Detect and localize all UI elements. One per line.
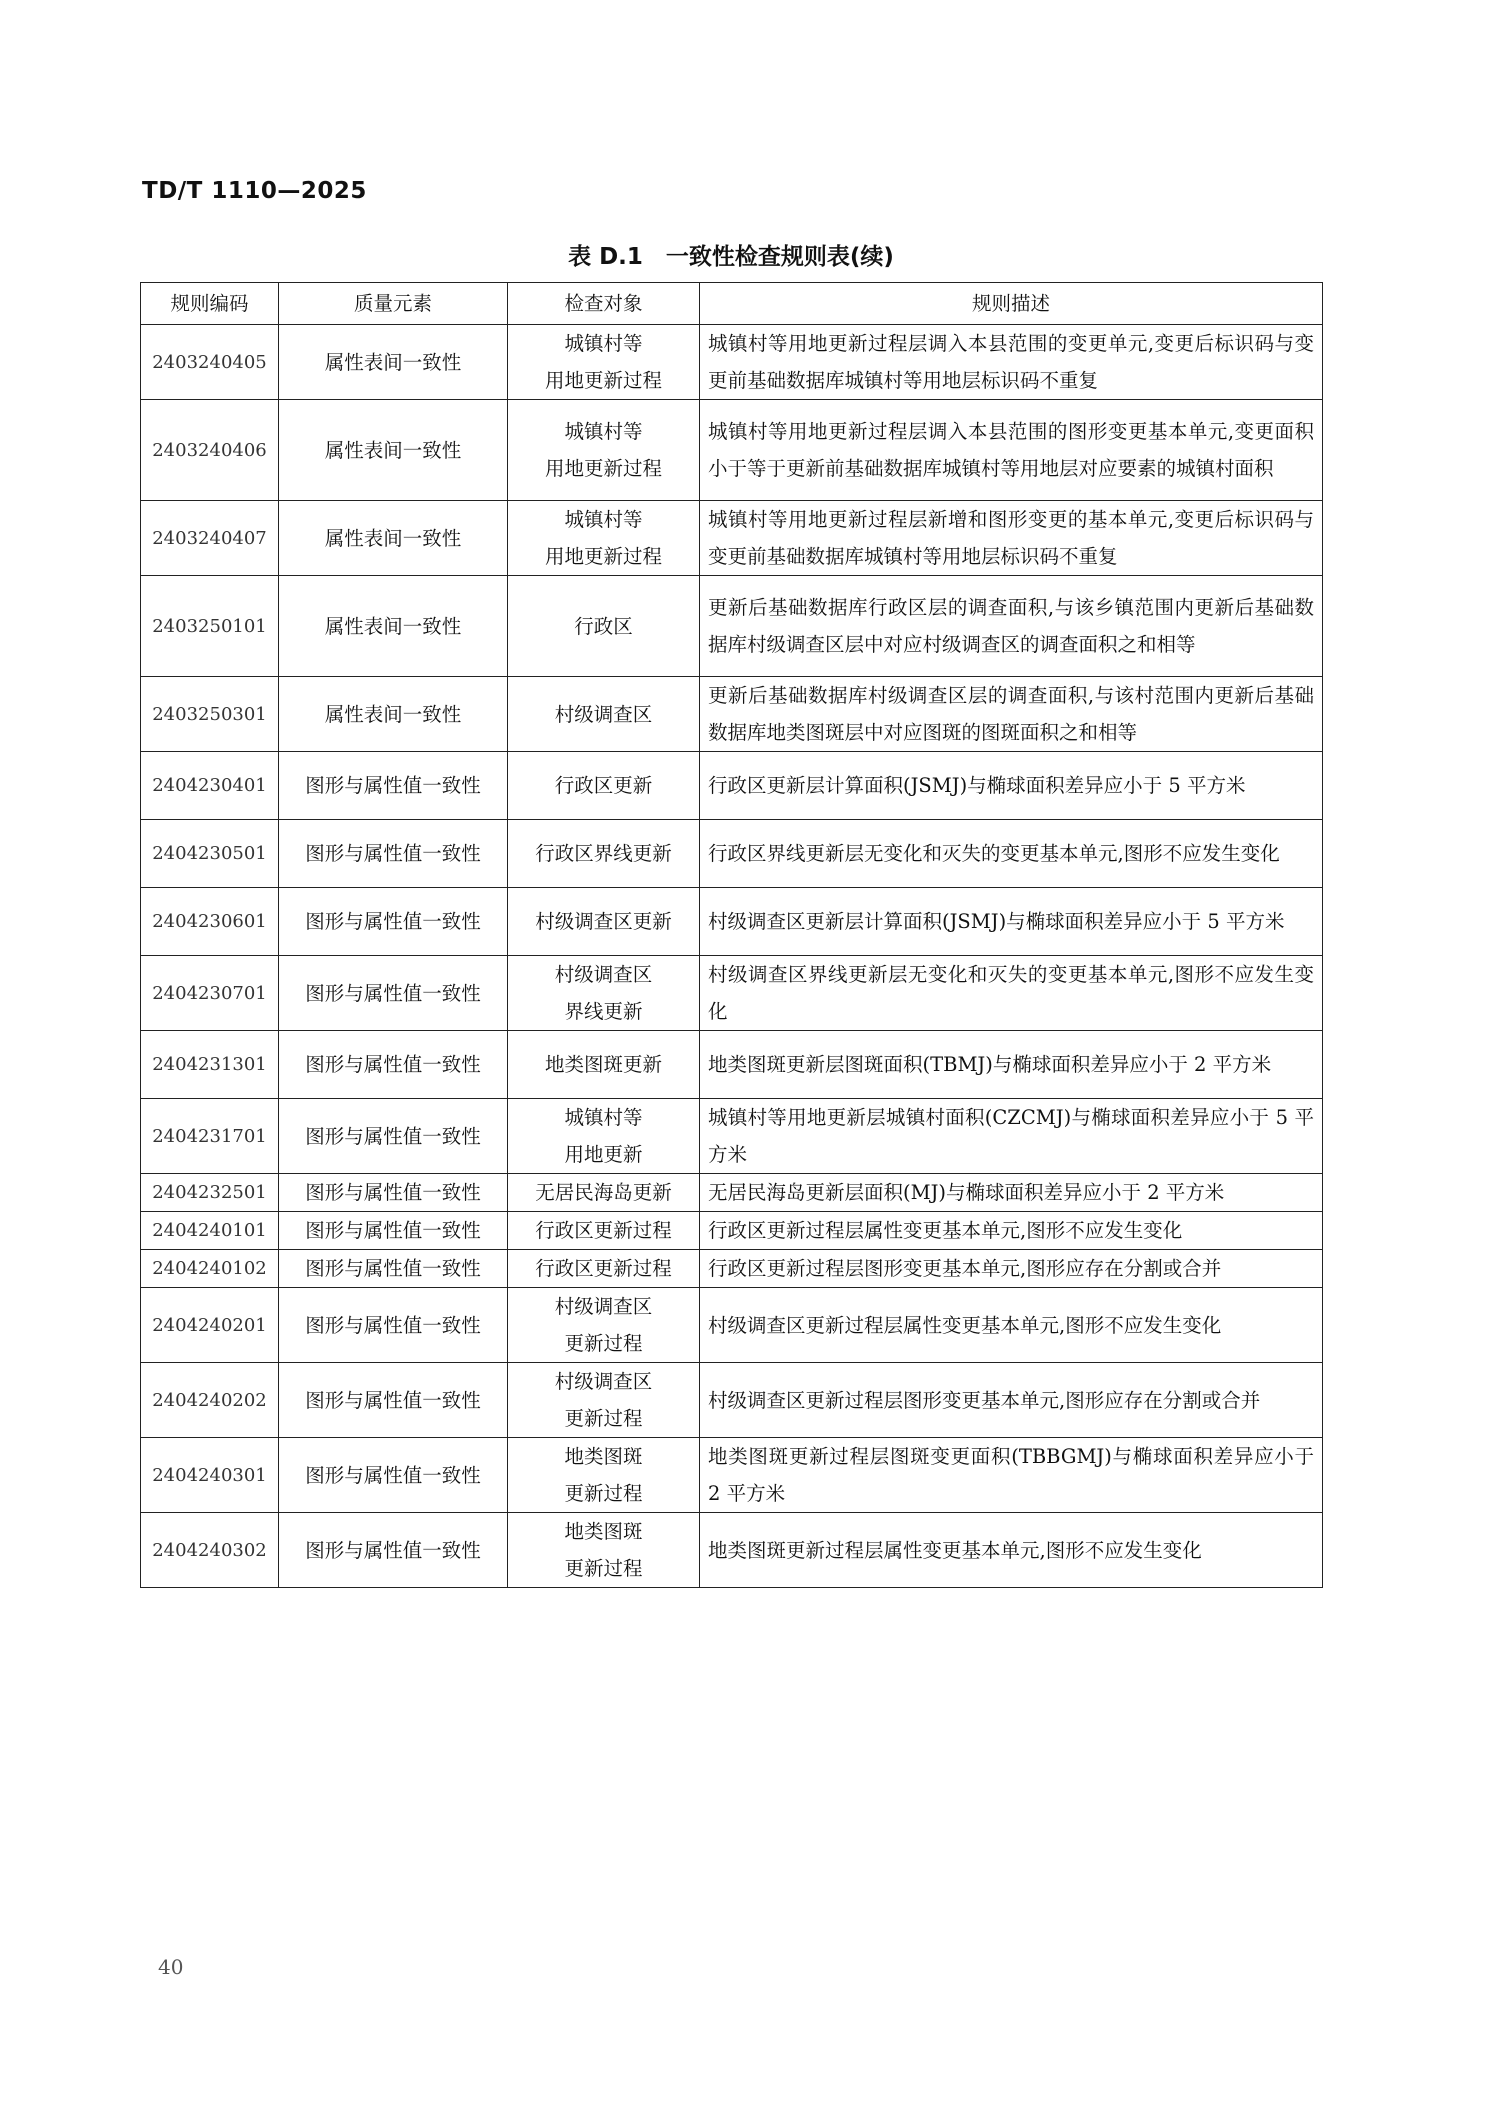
rule-description-cell: 地类图斑更新层图斑面积(TBMJ)与椭球面积差异应小于 2 平方米 — [700, 1031, 1323, 1099]
rule-code-cell: 2404240201 — [141, 1288, 279, 1363]
check-object-cell: 行政区更新过程 — [508, 1250, 700, 1288]
check-object-cell: 地类图斑 更新过程 — [508, 1438, 700, 1513]
check-object-cell: 村级调查区 — [508, 677, 700, 752]
check-object-cell: 地类图斑更新 — [508, 1031, 700, 1099]
rule-description-cell: 更新后基础数据库村级调查区层的调查面积,与该村范围内更新后基础数据库地类图斑层中对应图斑的图斑面积之和相等 — [700, 677, 1323, 752]
check-object-cell: 地类图斑 更新过程 — [508, 1513, 700, 1588]
table-row — [141, 501, 1323, 576]
rule-code-cell: 2404240101 — [141, 1212, 279, 1250]
rule-code-cell: 2404232501 — [141, 1174, 279, 1212]
table-row — [141, 1363, 1323, 1438]
quality-element-cell: 图形与属性值一致性 — [279, 956, 508, 1031]
table-row — [141, 1212, 1323, 1250]
rule-description-cell: 城镇村等用地更新层城镇村面积(CZCMJ)与椭球面积差异应小于 5 平方米 — [700, 1099, 1323, 1174]
table-row — [141, 1438, 1323, 1513]
table-row — [141, 677, 1323, 752]
rule-code-cell: 2404230501 — [141, 820, 279, 888]
table-row — [141, 752, 1323, 820]
rule-code-cell: 2404240202 — [141, 1363, 279, 1438]
table-row — [141, 1288, 1323, 1363]
quality-element-cell: 图形与属性值一致性 — [279, 1250, 508, 1288]
rule-description-cell: 行政区界线更新层无变化和灭失的变更基本单元,图形不应发生变化 — [700, 820, 1323, 888]
check-object-cell: 城镇村等 用地更新过程 — [508, 400, 700, 501]
table-row — [141, 1174, 1323, 1212]
quality-element-cell: 图形与属性值一致性 — [279, 1099, 508, 1174]
rule-description-cell: 地类图斑更新过程层属性变更基本单元,图形不应发生变化 — [700, 1513, 1323, 1588]
rule-description-cell: 地类图斑更新过程层图斑变更面积(TBBGMJ)与椭球面积差异应小于 2 平方米 — [700, 1438, 1323, 1513]
rule-code-cell: 2403240406 — [141, 400, 279, 501]
rule-code-cell: 2404230701 — [141, 956, 279, 1031]
consistency-rules-table — [140, 282, 1323, 1588]
check-object-cell: 城镇村等 用地更新 — [508, 1099, 700, 1174]
quality-element-cell: 图形与属性值一致性 — [279, 1212, 508, 1250]
table-row — [141, 820, 1323, 888]
check-object-cell: 村级调查区 更新过程 — [508, 1288, 700, 1363]
table-row — [141, 1513, 1323, 1588]
check-object-cell: 城镇村等 用地更新过程 — [508, 501, 700, 576]
rule-description-cell: 行政区更新过程层图形变更基本单元,图形应存在分割或合并 — [700, 1250, 1323, 1288]
rule-code-cell: 2404231301 — [141, 1031, 279, 1099]
quality-element-cell: 图形与属性值一致性 — [279, 1513, 508, 1588]
check-object-cell: 行政区更新 — [508, 752, 700, 820]
rule-description-cell: 村级调查区更新过程层属性变更基本单元,图形不应发生变化 — [700, 1288, 1323, 1363]
column-header-code: 规则编码 — [141, 283, 279, 325]
rule-code-cell: 2404240302 — [141, 1513, 279, 1588]
rule-description-cell: 村级调查区界线更新层无变化和灭失的变更基本单元,图形不应发生变化 — [700, 956, 1323, 1031]
column-header-object: 检查对象 — [508, 283, 700, 325]
table-row — [141, 576, 1323, 677]
table-row — [141, 956, 1323, 1031]
column-header-description: 规则描述 — [700, 283, 1323, 325]
check-object-cell: 无居民海岛更新 — [508, 1174, 700, 1212]
rule-code-cell: 2404240301 — [141, 1438, 279, 1513]
quality-element-cell: 属性表间一致性 — [279, 325, 508, 400]
check-object-cell: 村级调查区 更新过程 — [508, 1363, 700, 1438]
quality-element-cell: 图形与属性值一致性 — [279, 752, 508, 820]
table-row — [141, 888, 1323, 956]
check-object-cell: 城镇村等 用地更新过程 — [508, 325, 700, 400]
table-title: 表 D.1 一致性检查规则表(续) — [568, 244, 894, 270]
check-object-cell: 村级调查区更新 — [508, 888, 700, 956]
rule-description-cell: 村级调查区更新过程层图形变更基本单元,图形应存在分割或合并 — [700, 1363, 1323, 1438]
quality-element-cell: 图形与属性值一致性 — [279, 1363, 508, 1438]
check-object-cell: 村级调查区 界线更新 — [508, 956, 700, 1031]
check-object-cell: 行政区更新过程 — [508, 1212, 700, 1250]
rule-description-cell: 更新后基础数据库行政区层的调查面积,与该乡镇范围内更新后基础数据库村级调查区层中对应村级调查区的调查面积之和相等 — [700, 576, 1323, 677]
rule-code-cell: 2404231701 — [141, 1099, 279, 1174]
rule-code-cell: 2403240407 — [141, 501, 279, 576]
table-row — [141, 1099, 1323, 1174]
column-header-element: 质量元素 — [279, 283, 508, 325]
quality-element-cell: 图形与属性值一致性 — [279, 1031, 508, 1099]
rule-description-cell: 城镇村等用地更新过程层新增和图形变更的基本单元,变更后标识码与变更前基础数据库城镇村等用地层标识码不重复 — [700, 501, 1323, 576]
quality-element-cell: 图形与属性值一致性 — [279, 1174, 508, 1212]
rule-code-cell: 2403250301 — [141, 677, 279, 752]
check-object-cell: 行政区 — [508, 576, 700, 677]
quality-element-cell: 图形与属性值一致性 — [279, 1288, 508, 1363]
table-row — [141, 1031, 1323, 1099]
quality-element-cell: 属性表间一致性 — [279, 677, 508, 752]
quality-element-cell: 属性表间一致性 — [279, 400, 508, 501]
rule-description-cell: 城镇村等用地更新过程层调入本县范围的变更单元,变更后标识码与变更前基础数据库城镇村等用地层标识码不重复 — [700, 325, 1323, 400]
quality-element-cell: 图形与属性值一致性 — [279, 1438, 508, 1513]
rule-code-cell: 2404230401 — [141, 752, 279, 820]
rule-description-cell: 行政区更新过程层属性变更基本单元,图形不应发生变化 — [700, 1212, 1323, 1250]
quality-element-cell: 属性表间一致性 — [279, 576, 508, 677]
table-header-row — [141, 283, 1323, 325]
rule-code-cell: 2403240405 — [141, 325, 279, 400]
rule-description-cell: 无居民海岛更新层面积(MJ)与椭球面积差异应小于 2 平方米 — [700, 1174, 1323, 1212]
rule-code-cell: 2403250101 — [141, 576, 279, 677]
table-row — [141, 400, 1323, 501]
page-number: 40 — [158, 1955, 184, 1979]
check-object-cell: 行政区界线更新 — [508, 820, 700, 888]
quality-element-cell: 属性表间一致性 — [279, 501, 508, 576]
rule-code-cell: 2404230601 — [141, 888, 279, 956]
rule-code-cell: 2404240102 — [141, 1250, 279, 1288]
table-row — [141, 325, 1323, 400]
rule-description-cell: 村级调查区更新层计算面积(JSMJ)与椭球面积差异应小于 5 平方米 — [700, 888, 1323, 956]
table-row — [141, 1250, 1323, 1288]
rule-description-cell: 行政区更新层计算面积(JSMJ)与椭球面积差异应小于 5 平方米 — [700, 752, 1323, 820]
quality-element-cell: 图形与属性值一致性 — [279, 888, 508, 956]
rule-description-cell: 城镇村等用地更新过程层调入本县范围的图形变更基本单元,变更面积小于等于更新前基础数据库城镇村等用地层对应要素的城镇村面积 — [700, 400, 1323, 501]
document-code: TD/T 1110—2025 — [142, 178, 367, 204]
quality-element-cell: 图形与属性值一致性 — [279, 820, 508, 888]
